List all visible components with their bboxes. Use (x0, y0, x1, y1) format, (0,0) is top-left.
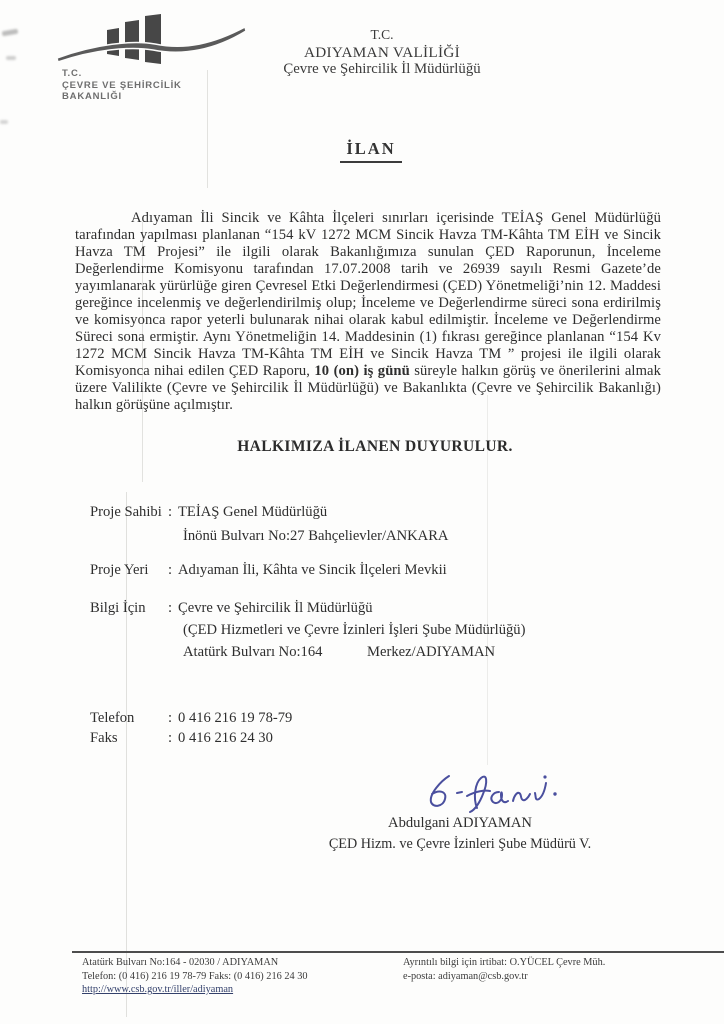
footer-phone-fax: Telefon: (0 416) 216 19 78-79 Faks: (0 416) 216 24 30 (82, 970, 308, 982)
footer-left-block (82, 956, 308, 997)
info-contact-row (90, 600, 373, 617)
letterhead-authority: ADIYAMAN VALİLİĞİ (304, 43, 460, 61)
signatory-name: Abdulgani ADIYAMAN (388, 815, 532, 831)
colon: : (168, 710, 173, 726)
announcement-paragraph (75, 210, 661, 414)
project-owner-address: İnönü Bulvarı No:27 Bahçelievler/ANKARA (183, 528, 449, 544)
paragraph-part1: Adıyaman İli Sincik ve Kâhta İlçeleri sınırları içerisinde TEİAŞ Genel Müdürlüğü tarafından yapılması planlanan “154 kV 1272 MCM Sincik Havza TM-Kâhta TM EİH ve Sincik Havza TM Projesi” ile ilgili olarak Bakanlığımıza sunulan ÇED Raporunun, İnceleme Değerlendirme Komisyonu tarafından 17.07.2008 tarih ve 26939 sayılı Resmi Gazete’de yayımlanarak yürürlüğe giren Çevresel Etki Değerlendirmesi (ÇED) Yönetmeliği’nin 12. Maddesi gereğince incelenmiş ve değerlendirilmiş olup; İnceleme ve Değerlendirme süreci sona erdirilmiş ve komisyonca rapor yeterli bulunarak nihai olarak kabul edilmiştir. İnceleme ve Değerlendirme Süreci sona ermiştir. Aynı Yönetmeliğin 14. Maddesinin (1) fıkrası gereğince planlanan “154 Kv 1272 MCM Sincik Havza TM-Kâhta TM EİH ve Sincik Havza TM ” projesi ile ilgili olarak Komisyonca nihai edilen ÇED Raporu, (75, 210, 661, 379)
phone-value: 0 416 216 19 78-79 (178, 710, 293, 726)
colon: : (168, 504, 173, 520)
project-location-row (90, 562, 447, 579)
project-location-value: Adıyaman İli, Kâhta ve Sincik İlçeleri Mevkii (178, 562, 447, 578)
colon: : (168, 730, 173, 746)
footer-website-link[interactable]: http://www.csb.gov.tr/iller/adiyaman (82, 984, 234, 995)
fax-label: Faks (90, 730, 118, 746)
footer-email: e-posta: adiyaman@csb.gov.tr (403, 970, 528, 982)
info-contact-address (183, 644, 495, 661)
footer-divider (72, 951, 724, 953)
logo-ministry-line2: BAKANLIĞI (62, 91, 122, 102)
project-owner-row (90, 504, 327, 521)
handwritten-signature (413, 770, 563, 814)
info-contact-district: Merkez/ADIYAMAN (367, 644, 496, 660)
footer-address: Atatürk Bulvarı No:164 - 02030 / ADIYAMAN (82, 957, 279, 968)
logo-tc-label: T.C. (62, 68, 83, 79)
letterhead-department: Çevre ve Şehircilik İl Müdürlüğü (283, 61, 481, 77)
document-title: İLAN (340, 139, 401, 163)
letterhead (222, 26, 542, 79)
info-contact-label: Bilgi İçin (90, 600, 146, 616)
signatory-title: ÇED Hizm. ve Çevre İzinleri Şube Müdürü V. (328, 836, 592, 852)
logo-ministry-line1: ÇEVRE VE ŞEHİRCİLİK (62, 79, 182, 91)
scan-smudge (2, 29, 19, 37)
document-title-wrap (0, 139, 724, 163)
fax-row (90, 730, 273, 747)
project-owner-value: TEİAŞ Genel Müdürlüğü (178, 504, 328, 520)
letterhead-tc: T.C. (370, 27, 394, 42)
paragraph-part2: süreyle halkın görüş ve önerilerini almak üzere Valilikte (Çevre ve Şehircilik İl Müdürlüğü) ve Bakanlıkta (Çevre ve Şehircilik Bakanlığı) halkın görüşüne açılmıştır. (75, 363, 661, 413)
footer-contact-person: Ayrıntılı bilgi için irtibat: O.YÜCEL Çevre Müh. (403, 957, 606, 968)
info-contact-street: Atatürk Bulvarı No:164 (183, 644, 323, 660)
phone-label: Telefon (90, 710, 135, 726)
info-contact-value: Çevre ve Şehircilik İl Müdürlüğü (178, 600, 373, 616)
paragraph-emphasis: 10 (on) iş günü (314, 363, 410, 379)
colon: : (168, 562, 173, 578)
proclamation-line: HALKIMIZA İLANEN DUYURULUR. (237, 438, 513, 455)
fax-value: 0 416 216 24 30 (178, 730, 273, 746)
colon: : (168, 600, 173, 616)
footer-right-block (403, 956, 605, 983)
project-owner-label: Proje Sahibi (90, 504, 162, 520)
info-contact-unit: (ÇED Hizmetleri ve Çevre İzinleri İşleri Şube Müdürlüğü) (183, 622, 526, 638)
scan-smudge (6, 56, 16, 60)
scan-smudge (0, 120, 8, 124)
phone-row (90, 710, 292, 727)
project-location-label: Proje Yeri (90, 562, 149, 578)
signature-block (305, 770, 615, 853)
